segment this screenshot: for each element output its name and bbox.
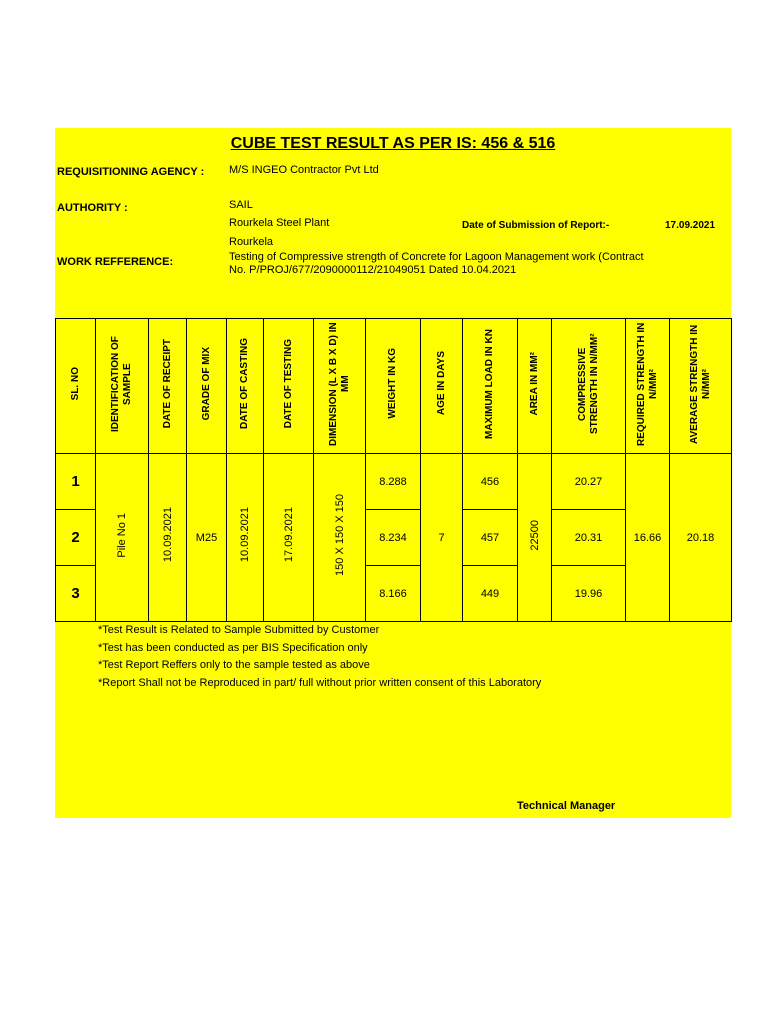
authority-line-2: Rourkela Steel Plant	[229, 217, 330, 229]
work-reference-line-2: No. P/PROJ/677/2090000112/21049051 Dated 10.04.2021	[229, 264, 517, 276]
work-reference-line-1: Testing of Compressive strength of Concrete for Lagoon Management work (Contract	[229, 251, 644, 263]
date-testing-cell: 17.09.2021	[264, 454, 314, 622]
required-strength-cell: 16.66	[626, 454, 670, 622]
authority-line-3: Rourkela	[229, 236, 274, 248]
load-cell: 449	[463, 566, 518, 622]
note-3: *Test Report Reffers only to the sample tested as above	[98, 659, 370, 671]
weight-cell: 8.166	[366, 566, 421, 622]
requisitioning-label: REQUISITIONING AGENCY :	[57, 166, 205, 178]
header-cell: AREA IN MM²	[518, 319, 552, 454]
date-receipt-cell: 10.09.2021	[149, 454, 187, 622]
grade-cell: M25	[187, 454, 227, 622]
load-cell: 456	[463, 454, 518, 510]
sl-no-cell: 2	[56, 510, 96, 566]
header-cell: GRADE OF MIX	[187, 319, 227, 454]
header-cell: AGE IN DAYS	[421, 319, 463, 454]
table-row	[56, 454, 732, 510]
date-casting-cell: 10.09.2021	[227, 454, 264, 622]
identification-cell: Pile No 1	[96, 454, 149, 622]
header-cell: DATE OF RECEIPT	[149, 319, 187, 454]
header-cell: DIMENSION (L X B X D) IN MM	[314, 319, 366, 454]
authority-label: AUTHORITY :	[57, 202, 128, 214]
note-2: *Test has been conducted as per BIS Specification only	[98, 642, 368, 654]
work-reference-label: WORK REFFERENCE:	[57, 256, 174, 268]
load-cell: 457	[463, 510, 518, 566]
age-cell: 7	[421, 454, 463, 622]
strength-cell: 20.31	[552, 510, 626, 566]
note-4: *Report Shall not be Reproduced in part/ full without prior written consent of this Laboratory	[98, 677, 542, 689]
submission-date: 17.09.2021	[665, 220, 716, 231]
header-cell: WEIGHT IN KG	[366, 319, 421, 454]
weight-cell: 8.288	[366, 454, 421, 510]
area-cell: 22500	[518, 454, 552, 622]
header-cell: DATE OF TESTING	[264, 319, 314, 454]
header-cell: DATE OF CASTING	[227, 319, 264, 454]
report-sheet	[55, 128, 731, 818]
average-strength-cell: 20.18	[670, 454, 732, 622]
submission-label: Date of Submission of Report:-	[462, 220, 610, 231]
header-cell: MAXIMUM LOAD IN KN	[463, 319, 518, 454]
dimension-cell: 150 X 150 X 150	[314, 454, 366, 622]
signatory: Technical Manager	[517, 800, 616, 812]
header-row	[56, 319, 732, 454]
requisitioning-value: M/S INGEO Contractor Pvt Ltd	[229, 164, 379, 176]
sl-no-cell: 1	[56, 454, 96, 510]
strength-cell: 19.96	[552, 566, 626, 622]
results-table	[55, 318, 732, 622]
strength-cell: 20.27	[552, 454, 626, 510]
header-cell: AVERAGE STRENGTH IN N/MM²	[670, 319, 732, 454]
header-cell: SL. NO	[56, 319, 96, 454]
authority-line-1: SAIL	[229, 199, 253, 211]
report-title: CUBE TEST RESULT AS PER IS: 456 & 516	[230, 135, 556, 152]
note-1: *Test Result is Related to Sample Submitted by Customer	[98, 624, 380, 636]
weight-cell: 8.234	[366, 510, 421, 566]
header-cell: IDENTIFICATION OF SAMPLE	[96, 319, 149, 454]
header-cell: COMPRESSIVE STRENGTH IN N/MM²	[552, 319, 626, 454]
header-cell: REQUIRED STRENGTH IN N/MM²	[626, 319, 670, 454]
sl-no-cell: 3	[56, 566, 96, 622]
